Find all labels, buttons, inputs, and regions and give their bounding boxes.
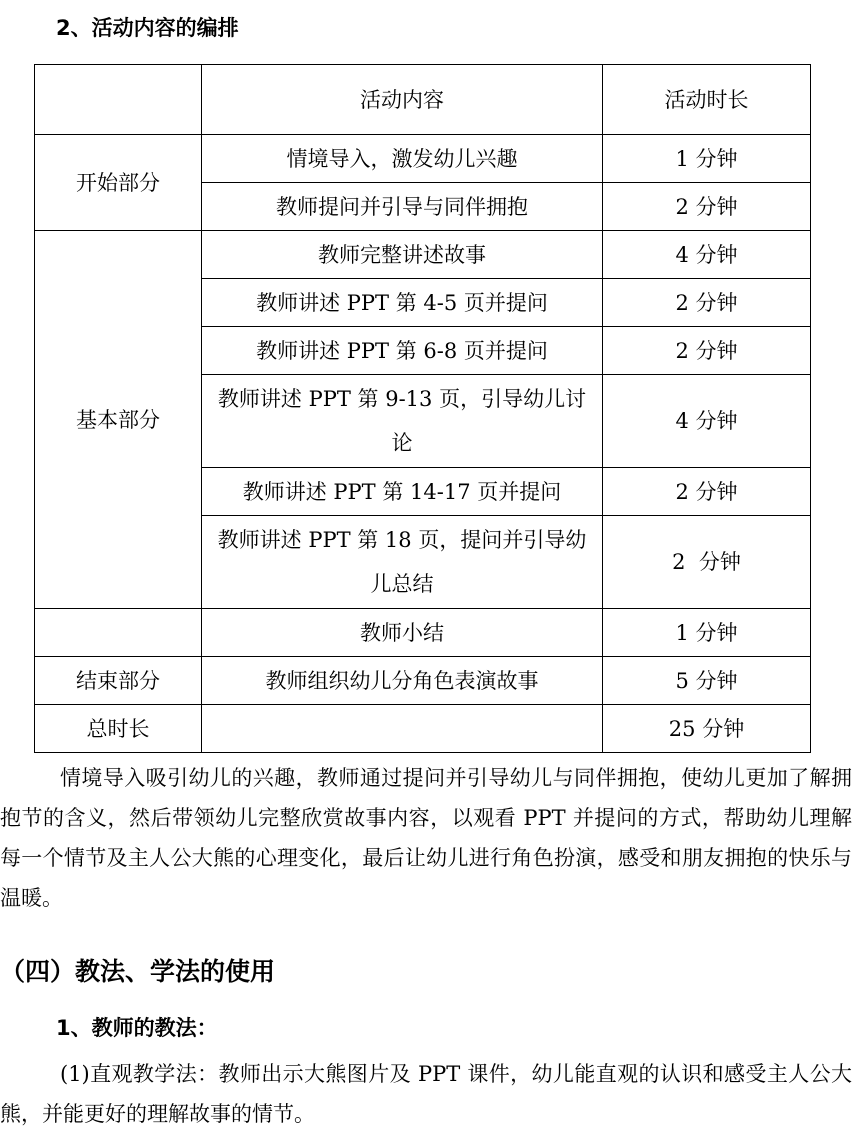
duration-cell: 1 分钟 (603, 609, 811, 657)
header-cell-part (35, 65, 202, 135)
duration-cell: 2 分钟 (603, 468, 811, 516)
content-cell: 教师提问并引导与同伴拥抱 (202, 183, 603, 231)
duration-cell: 2 分钟 (603, 516, 811, 609)
duration-cell-total: 25 分钟 (603, 705, 811, 753)
header-cell-duration: 活动时长 (603, 65, 811, 135)
part-cell-empty (35, 609, 202, 657)
method-paragraph-intuitive: (1)直观教学法：教师出示大熊图片及 PPT 课件，幼儿能直观的认识和感受主人公大熊，并能更好的理解故事的情节。 (0, 1062, 852, 1126)
duration-cell: 1 分钟 (603, 135, 811, 183)
duration-cell: 4 分钟 (603, 375, 811, 468)
content-cell: 教师小结 (202, 609, 603, 657)
content-cell (202, 705, 603, 753)
content-cell: 教师讲述 PPT 第 6-8 页并提问 (202, 327, 603, 375)
subsection-title-teaching-methods: 1、教师的教法： (56, 1016, 218, 1040)
table-row (35, 657, 811, 705)
duration-cell: 5 分钟 (603, 657, 811, 705)
content-cell: 教师讲述 PPT 第 14-17 页并提问 (202, 468, 603, 516)
summary-paragraph: 情境导入吸引幼儿的兴趣，教师通过提问并引导幼儿与同伴拥抱，使幼儿更加了解拥抱节的含义，然后带领幼儿完整欣赏故事内容，以观看 PPT 并提问的方式，帮助幼儿理解每一个情节及主人公大熊的心理变化，最后让幼儿进行角色扮演，感受和朋友拥抱的快乐与温暖。 (0, 766, 852, 910)
section-title-methods: （四）教法、学法的使用 (0, 957, 276, 986)
table-row (35, 231, 811, 279)
content-cell: 教师完整讲述故事 (202, 231, 603, 279)
duration-cell: 2 分钟 (603, 279, 811, 327)
content-cell: 情境导入，激发幼儿兴趣 (202, 135, 603, 183)
content-cell: 教师讲述 PPT 第 9-13 页，引导幼儿讨论 (202, 375, 603, 468)
content-cell: 教师讲述 PPT 第 4-5 页并提问 (202, 279, 603, 327)
header-cell-content: 活动内容 (202, 65, 603, 135)
table-row (35, 609, 811, 657)
part-cell-end: 结束部分 (35, 657, 202, 705)
part-cell-start: 开始部分 (35, 135, 202, 231)
content-cell: 教师讲述 PPT 第 18 页，提问并引导幼儿总结 (202, 516, 603, 609)
duration-cell: 4 分钟 (603, 231, 811, 279)
table-row (35, 135, 811, 183)
content-cell: 教师组织幼儿分角色表演故事 (202, 657, 603, 705)
part-cell-basic: 基本部分 (35, 231, 202, 609)
duration-cell: 2 分钟 (603, 183, 811, 231)
activity-schedule-table (34, 64, 811, 753)
table-row-total (35, 705, 811, 753)
table-header-row (35, 65, 811, 135)
section-title-activity-arrangement: 2、活动内容的编排 (56, 16, 239, 40)
part-cell-total: 总时长 (35, 705, 202, 753)
duration-cell: 2 分钟 (603, 327, 811, 375)
